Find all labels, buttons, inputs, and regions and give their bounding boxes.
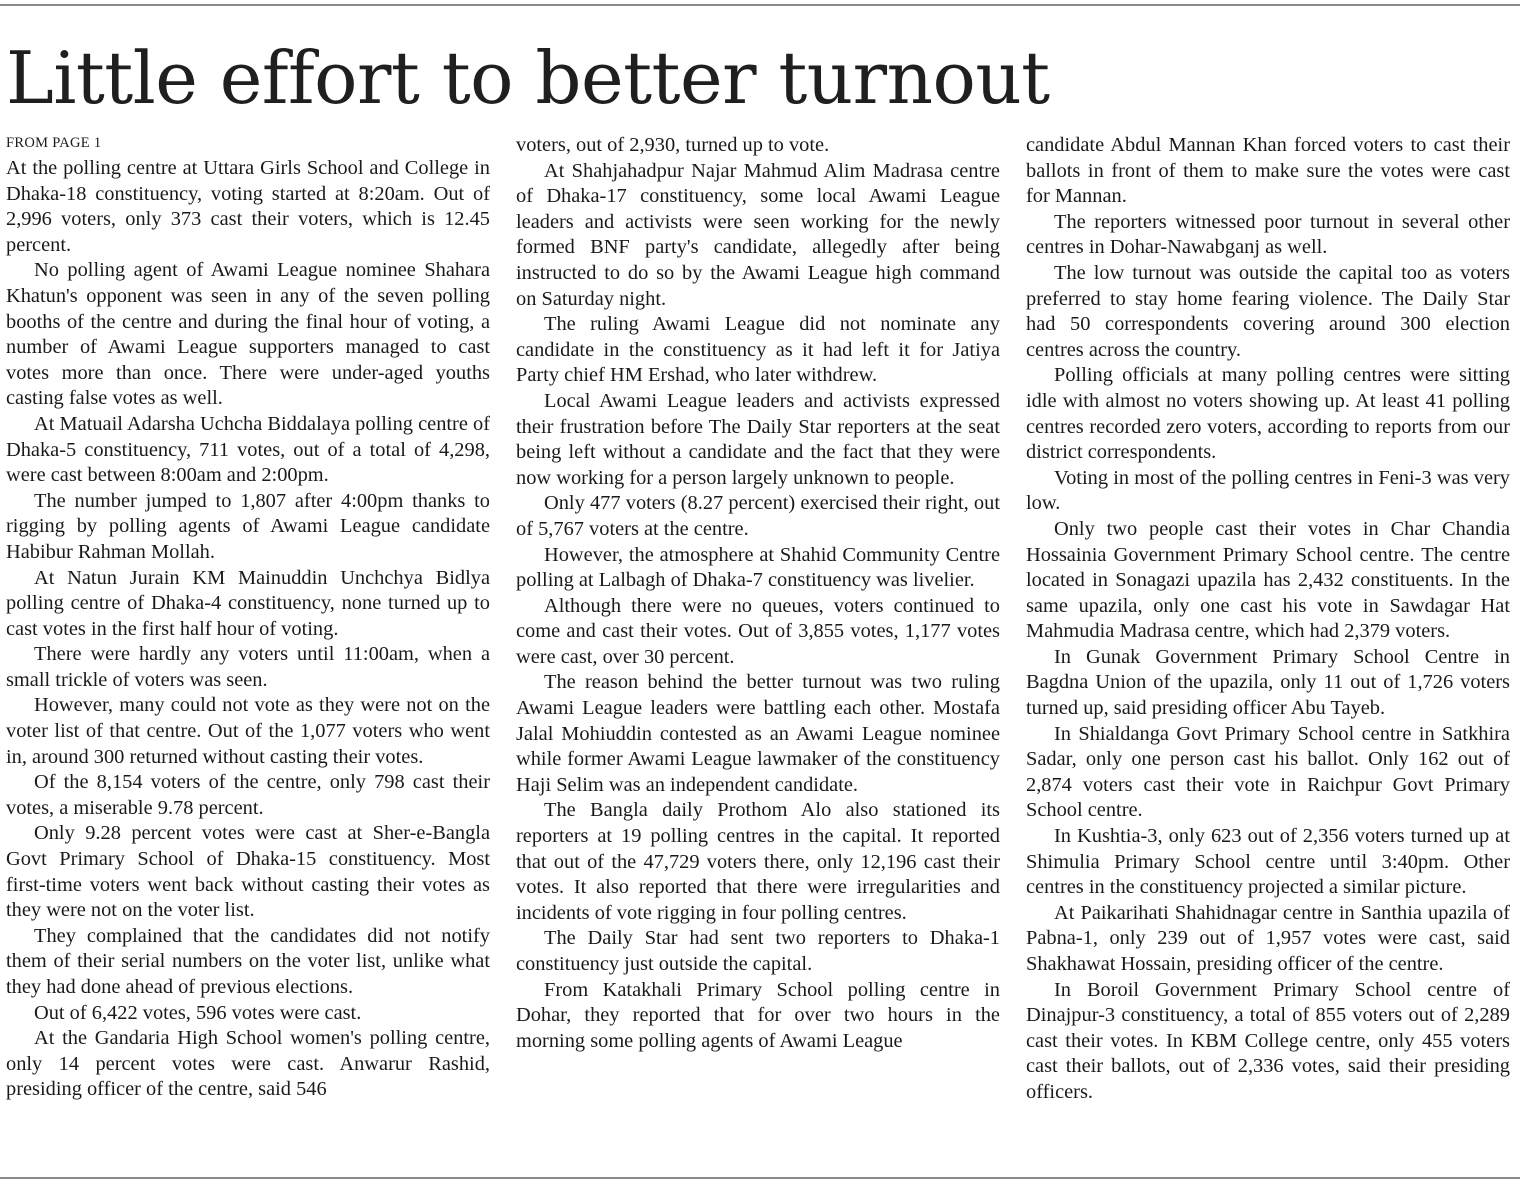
article-paragraph: In Kushtia-3, only 623 out of 2,356 voters turned up at Shimulia Primary School centre until 3:40pm. Other centres in the constituency projected a similar picture. [1026, 825, 1510, 899]
bottom-rule [0, 1177, 1520, 1179]
article-paragraph: The Daily Star had sent two reporters to Dhaka-1 constituency just outside the capital. [516, 927, 1000, 975]
article-paragraph: In Shialdanga Govt Primary School centre in Satkhira Sadar, only one person cast his ballot. Only 162 out of 2,874 voters cast their vote in Raichpur Govt Primary School centre. [1026, 722, 1510, 822]
top-rule [0, 4, 1520, 6]
article-paragraph: The Bangla daily Prothom Alo also stationed its reporters at 19 polling centres in the capital. It reported that out of the 47,729 voters there, only 12,196 cast their votes. It also reported that there were irregularities and incidents of vote rigging in four polling centres. [516, 799, 1000, 924]
article-paragraph: The reporters witnessed poor turnout in several other centres in Dohar-Nawabganj as well. [1026, 210, 1510, 259]
article-paragraph: At Shahjahadpur Najar Mahmud Alim Madrasa centre of Dhaka-17 constituency, some local Awami League leaders and activists were seen working for the newly formed BNF party's candidate, allegedly after being instructed to do so by the Awami League high command on Saturday night. [516, 159, 1000, 310]
column-2-body [516, 133, 1000, 1054]
article-paragraph: Only 477 voters (8.27 percent) exercised their right, out of 5,767 voters at the centre. [516, 492, 1000, 540]
article-paragraph: Of the 8,154 voters of the centre, only 798 cast their votes, a miserable 9.78 percent. [6, 771, 490, 819]
article-paragraph: Voting in most of the polling centres in Feni-3 was very low. [1026, 466, 1510, 515]
article-paragraph: At Natun Jurain KM Mainuddin Unchchya Bidlya polling centre of Dhaka-4 constituency, none turned up to cast votes in the first half hour of voting. [6, 566, 490, 640]
article-paragraph: candidate Abdul Mannan Khan forced voters to cast their ballots in front of them to make sure the votes were cast for Mannan. [1026, 134, 1510, 208]
article-paragraph: Although there were no queues, voters continued to come and cast their votes. Out of 3,855 votes, 1,177 votes were cast, over 30 percent. [516, 594, 1000, 668]
column-2 [516, 133, 1000, 1173]
article-paragraph: At Matuail Adarsha Uchcha Biddalaya polling centre of Dhaka-5 constituency, 711 votes, out of a total of 4,298, were cast between 8:00am and 2:00pm. [6, 412, 490, 487]
article-paragraph: There were hardly any voters until 11:00am, when a small trickle of voters was seen. [6, 643, 490, 691]
article-paragraph: At the polling centre at Uttara Girls School and College in Dhaka-18 constituency, voting started at 8:20am. Out of 2,996 voters, only 373 cast their voters, which is 12.45 percent. [6, 157, 490, 256]
article-paragraph: voters, out of 2,930, turned up to vote. [516, 134, 830, 156]
article-paragraph: The reason behind the better turnout was two ruling Awami League leaders were battling each other. Mostafa Jalal Mohiuddin contested as an Awami League nominee while former Awami League lawmaker of the constituency Haji Selim was an independent candidate. [516, 671, 1000, 796]
article-paragraph: However, many could not vote as they were not on the voter list of that centre. Out of the 1,077 voters who went in, around 300 returned without casting their votes. [6, 694, 490, 768]
headline: Little effort to better turnout [6, 36, 1050, 120]
article-paragraph: Only 9.28 percent votes were cast at Sher-e-Bangla Govt Primary School of Dhaka-15 constituency. Most first-time voters went back without casting their votes as they were not on the voter list. [6, 822, 490, 922]
article-paragraph: The low turnout was outside the capital too as voters preferred to stay home fearing violence. The Daily Star had 50 correspondents covering around 300 election centres across the country. [1026, 261, 1510, 361]
column-3-body [1026, 133, 1510, 1106]
article-paragraph: At the Gandaria High School women's polling centre, only 14 percent votes were cast. Anwarur Rashid, presiding officer of the centre, said 546 [6, 1027, 490, 1101]
article-paragraph: At Paikarihati Shahidnagar centre in Santhia upazila of Pabna-1, only 239 out of 1,957 votes were cast, said Shakhawat Hossain, presiding officer of the centre. [1026, 901, 1510, 975]
article-paragraph: Polling officials at many polling centres were sitting idle with almost no voters showing up. At least 41 polling centres recorded zero voters, according to reports from our district correspondents. [1026, 364, 1510, 464]
column-1-body [6, 156, 490, 1103]
column-3 [1026, 133, 1510, 1173]
article-paragraph: In Gunak Government Primary School Centre in Bagdna Union of the upazila, only 11 out of 1,726 voters turned up, said presiding officer Abu Tayeb. [1026, 645, 1510, 720]
article-paragraph: Out of 6,422 votes, 596 votes were cast. [34, 1001, 362, 1024]
article-paragraph: The ruling Awami League did not nominate any candidate in the constituency as it had left it for Jatiya Party chief HM Ershad, who later withdrew. [516, 313, 1000, 387]
article-paragraph: The number jumped to 1,807 after 4:00pm thanks to rigging by polling agents of Awami League candidate Habibur Rahman Mollah. [6, 489, 490, 563]
article-paragraph: In Boroil Government Primary School centre of Dinajpur-3 constituency, a total of 855 voters out of 2,289 cast their votes. In KBM College centre, only 455 voters cast their ballots, out of 2,336 votes, said their presiding officers. [1026, 978, 1510, 1103]
article-paragraph: Only two people cast their votes in Char Chandia Hossainia Government Primary School centre. The centre located in Sonagazi upazila has 2,432 constituents. In the same upazila, only one cast his vote in Sawdagar Hat Mahmudia Madrasa centre, which had 2,379 voters. [1026, 517, 1510, 643]
article-paragraph: Local Awami League leaders and activists expressed their frustration before The Daily Star reporters at the seat being left without a candidate and the fact that they were now working for a person largely unknown to people. [516, 389, 1000, 489]
article-paragraph: No polling agent of Awami League nominee Shahara Khatun's opponent was seen in any of the seven polling booths of the centre and during the final hour of voting, a number of Awami League supporters managed to cast votes more than once. There were under-aged youths casting false votes as well. [6, 259, 490, 410]
kicker: FROM PAGE 1 [6, 135, 102, 151]
article-paragraph: From Katakhali Primary School polling centre in Dohar, they reported that for over two hours in the morning some polling agents of Awami League [516, 978, 1000, 1052]
article-paragraph: They complained that the candidates did not notify them of their serial numbers on the voter list, unlike what they had done ahead of previous elections. [6, 924, 490, 998]
article-paragraph: However, the atmosphere at Shahid Community Centre polling at Lalbagh of Dhaka-7 constituency was livelier. [516, 543, 1000, 592]
column-1 [6, 133, 490, 1173]
